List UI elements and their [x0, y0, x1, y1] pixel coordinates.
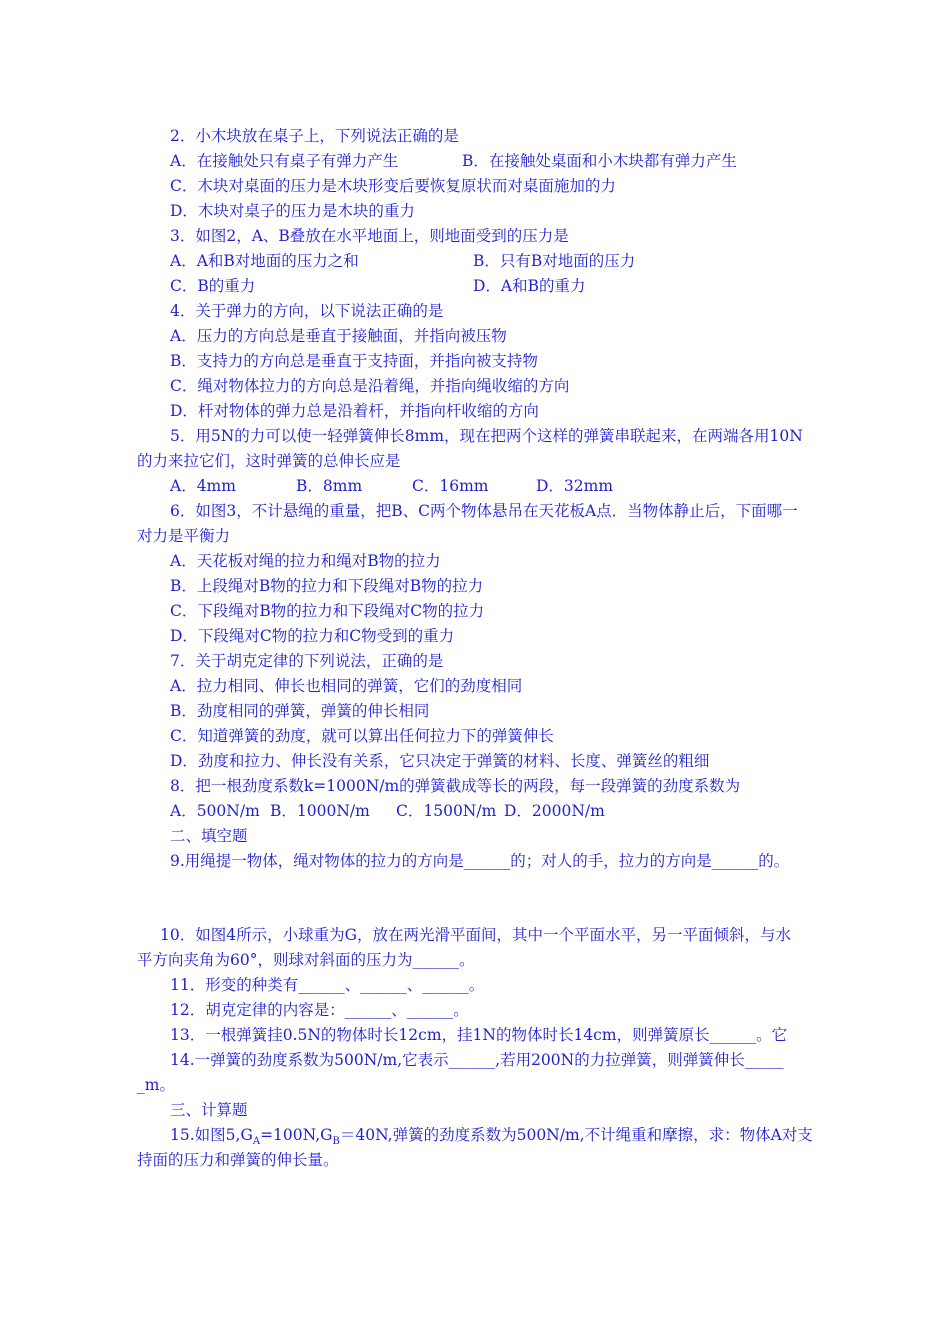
q6-stem-line1: 6．如图3，不计悬绳的重量，把B、C两个物体悬吊在天花板A点．当物体静止后，下面哪一 [170, 502, 798, 520]
q12-text: 12．胡克定律的内容是：______、______。 [170, 1001, 469, 1019]
q15-text-part1: 15.如图5,G [170, 1126, 253, 1144]
q8-option-b: B．1000N/m [270, 802, 370, 820]
section-heading-fill-in: 二、填空题 [170, 827, 248, 845]
q5-option-c: C．16mm [412, 477, 489, 495]
q5-stem-line2: 的力来拉它们，这时弹簧的总伸长应是 [137, 452, 401, 470]
q11-text: 11．形变的种类有______、______、______。 [170, 976, 485, 994]
q15-text-part3: ＝40N,弹簧的劲度系数为500N/m,不计绳重和摩擦，求：物体A对支 [339, 1126, 813, 1144]
q6-option-b: B．上段绳对B物的拉力和下段绳对B物的拉力 [170, 577, 484, 595]
q7-option-d: D．劲度和拉力、伸长没有关系，它只决定于弹簧的材料、长度、弹簧丝的粗细 [170, 752, 710, 770]
q9-text: 9.用绳提一物体，绳对物体的拉力的方向是______的；对人的手，拉力的方向是______的。 [170, 852, 790, 870]
q3-option-b: B．只有B对地面的压力 [473, 252, 636, 270]
q2-option-b: B．在接触处桌面和小木块都有弹力产生 [462, 152, 737, 170]
q7-stem: 7．关于胡克定律的下列说法，正确的是 [170, 652, 444, 670]
q4-option-b: B．支持力的方向总是垂直于支持面，并指向被支持物 [170, 352, 538, 370]
q7-option-b: B．劲度相同的弹簧，弹簧的伸长相同 [170, 702, 430, 720]
q7-option-c: C．知道弹簧的劲度，就可以算出任何拉力下的弹簧伸长 [170, 727, 554, 745]
q2-option-d: D．木块对桌子的压力是木块的重力 [170, 202, 415, 220]
q3-option-a: A．A和B对地面的压力之和 [170, 252, 359, 270]
q4-option-a: A．压力的方向总是垂直于接触面，并指向被压物 [170, 327, 507, 345]
q15-line1 [170, 1125, 813, 1152]
q5-stem-line1: 5．用5N的力可以使一轻弹簧伸长8mm，现在把两个这样的弹簧串联起来，在两端各用10N [170, 427, 803, 445]
q6-option-a: A．天花板对绳的拉力和绳对B物的拉力 [170, 552, 441, 570]
q8-option-d: D．2000N/m [504, 802, 605, 820]
q5-option-a: A．4mm [170, 477, 236, 495]
q14-line1: 14.一弹簧的劲度系数为500N/m,它表示______,若用200N的力拉弹簧，则弹簧伸长_____ [170, 1051, 784, 1069]
q15-text-part2: =100N,G [260, 1126, 333, 1144]
q8-option-a: A．500N/m [170, 802, 260, 820]
q2-option-a: A．在接触处只有桌子有弹力产生 [170, 152, 399, 170]
section-heading-calculation: 三、计算题 [170, 1101, 248, 1119]
q3-stem: 3．如图2，A、B叠放在水平地面上，则地面受到的压力是 [170, 227, 569, 245]
q15-subscript-a: A [252, 1136, 261, 1148]
q6-stem-line2: 对力是平衡力 [137, 527, 231, 545]
q4-option-d: D．杆对物体的弹力总是沿着杆，并指向杆收缩的方向 [170, 402, 539, 420]
q10-line1: 10．如图4所示，小球重为G，放在两光滑平面间，其中一个平面水平，另一平面倾斜，与水 [160, 926, 791, 944]
q10-line2: 平方向夹角为60°，则球对斜面的压力为______。 [137, 951, 475, 969]
q2-stem: 2．小木块放在桌子上，下列说法正确的是 [170, 127, 459, 145]
q3-option-d: D．A和B的重力 [473, 277, 586, 295]
q4-stem: 4．关于弹力的方向，以下说法正确的是 [170, 302, 444, 320]
q6-option-c: C．下段绳对B物的拉力和下段绳对C物的拉力 [170, 602, 485, 620]
q14-line2: _m。 [137, 1076, 175, 1094]
q15-subscript-b: B [332, 1136, 340, 1148]
q6-option-d: D．下段绳对C物的拉力和C物受到的重力 [170, 627, 455, 645]
q5-option-b: B．8mm [296, 477, 363, 495]
q8-option-c: C．1500N/m [396, 802, 497, 820]
q5-option-d: D．32mm [536, 477, 614, 495]
q15-line2: 持面的压力和弹簧的伸长量。 [137, 1151, 339, 1169]
q7-option-a: A．拉力相同、伸长也相同的弹簧，它们的劲度相同 [170, 677, 523, 695]
q2-option-c: C．木块对桌面的压力是木块形变后要恢复原状而对桌面施加的力 [170, 177, 616, 195]
q8-stem: 8．把一根劲度系数k=1000N/m的弹簧截成等长的两段，每一段弹簧的劲度系数为 [170, 777, 741, 795]
q4-option-c: C．绳对物体拉力的方向总是沿着绳，并指向绳收缩的方向 [170, 377, 570, 395]
q3-option-c: C．B的重力 [170, 277, 256, 295]
q13-text: 13．一根弹簧挂0.5N的物体时长12cm，挂1N的物体时长14cm，则弹簧原长______。它 [170, 1026, 788, 1044]
